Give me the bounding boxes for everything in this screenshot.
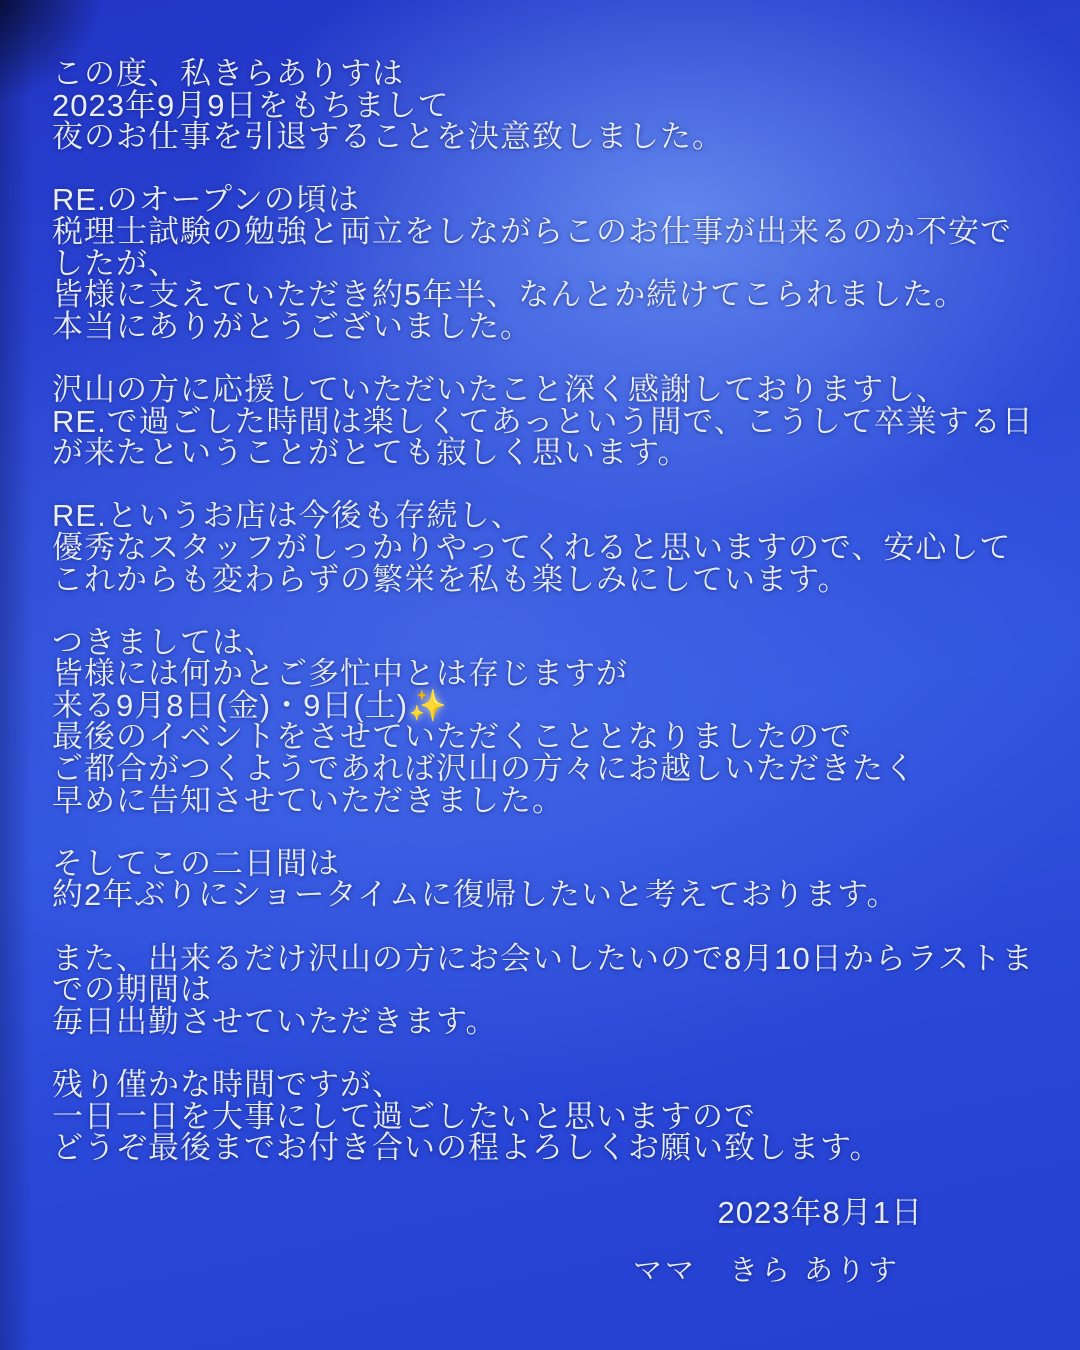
- letter-body: [52, 58, 1040, 1164]
- letter-line: での期間は: [52, 972, 212, 1008]
- letter-line: 本当にありがとうございました。: [52, 308, 532, 344]
- letter-line: この度、私きらありすは: [52, 56, 404, 91]
- letter-line: また、出来るだけ沢山の方にお会いしたいので8月10日からラストま: [52, 940, 1034, 976]
- letter-line: 2023年9月9日をもちまして: [52, 87, 450, 123]
- letter-line: 沢山の方に応援していただいたこと深く感謝しておりますし、: [52, 371, 948, 407]
- letter-paragraph: [52, 845, 1040, 913]
- letter-line: 皆様には何かとご多忙中とは存じますが: [52, 656, 628, 692]
- letter-paragraph: [52, 940, 1040, 1039]
- letter-line: 夜のお仕事を引退することを決意致しました。: [52, 119, 724, 155]
- letter-line: RE.というお店は今後も存続し、: [52, 498, 523, 534]
- letter-line: ご都合がつくようであれば沢山の方々にお越しいただきたく: [52, 751, 916, 787]
- letter-signature: ママ きら ありす: [632, 1255, 900, 1288]
- sparkle-icon: ✨: [408, 687, 448, 723]
- letter-line: 最後のイベントをさせていただくこととなりましたので: [52, 719, 852, 755]
- letter-paragraph: [52, 1069, 1040, 1164]
- letter-line: 税理士試験の勉強と両立をしながらこのお仕事が出来るのか不安で: [52, 213, 1012, 249]
- letter-line: 優秀なスタッフがしっかりやってくれると思いますので、安心して: [52, 529, 1012, 565]
- letter-line: 一日一日を大事にして過ごしたいと思いますので: [52, 1098, 756, 1134]
- letter-line: 来る9月8日(金)・9日(土)✨: [52, 687, 448, 723]
- letter-line: RE.のオープンの頃は: [52, 182, 360, 218]
- letter-line: そしてこの二日間は: [52, 845, 340, 881]
- letter-date: 2023年8月1日: [717, 1194, 923, 1230]
- letter-line: RE.で過ごした時間は楽しくてあっという間で、こうして卒業する日: [52, 403, 1034, 439]
- letter-line: どうぞ最後までお付き合いの程よろしくお願い致します。: [52, 1130, 882, 1166]
- letter-line: つきましては、: [52, 624, 276, 660]
- letter-line: これからも変わらずの繁栄を私も楽しみにしています。: [52, 561, 850, 597]
- letter-paragraph: [52, 184, 1040, 342]
- letter-line: 約2年ぶりにショータイムに復帰したいと考えております。: [52, 877, 899, 913]
- letter-paragraph: [52, 58, 1040, 153]
- letter-line: が来たということがとても寂しく思います。: [52, 435, 690, 471]
- letter-line: 皆様に支えていただき約5年半、なんとか続けてこられました。: [52, 277, 967, 313]
- letter-paragraph: [52, 624, 1040, 818]
- letter-line: 残り僅かな時間ですが、: [52, 1067, 404, 1102]
- letter-line: したが、: [52, 245, 180, 281]
- letter-paragraph: [52, 500, 1040, 595]
- letter-line: 早めに告知させていただきました。: [52, 782, 564, 818]
- letter-line: 毎日出勤させていただきます。: [52, 1003, 498, 1039]
- letter-paragraph: [52, 371, 1040, 471]
